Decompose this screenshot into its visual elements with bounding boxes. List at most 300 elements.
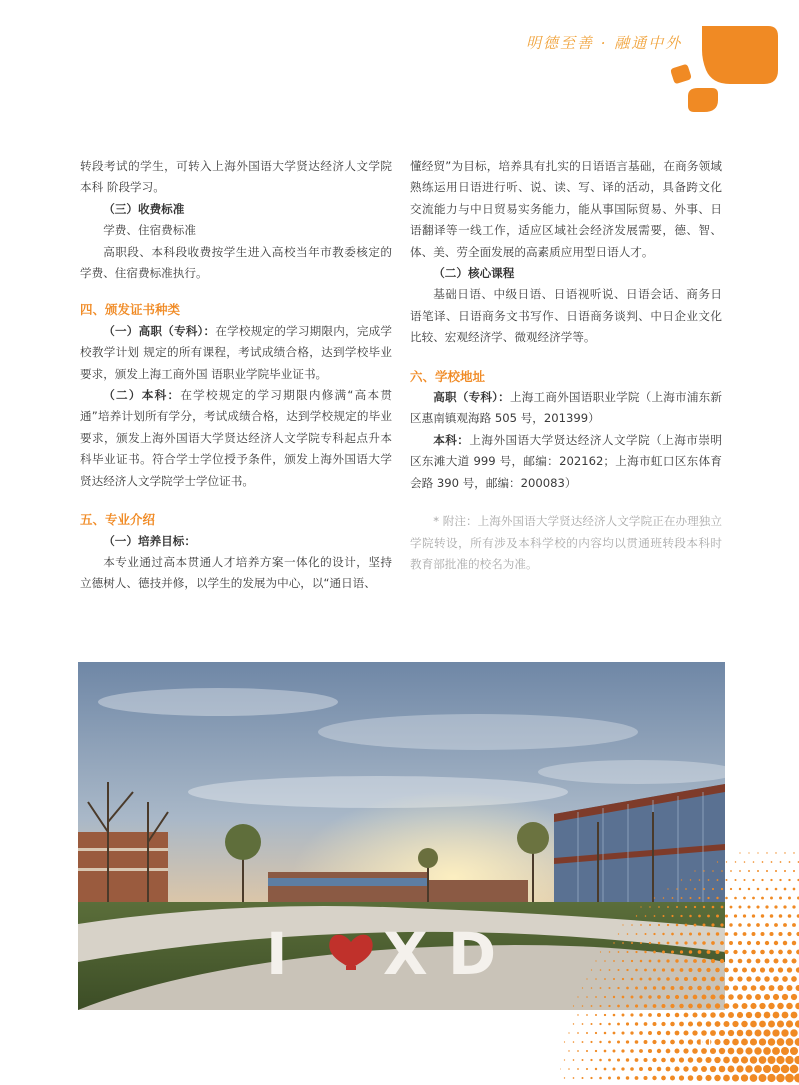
halftone-dot (737, 1048, 744, 1055)
halftone-dot (689, 968, 693, 972)
halftone-dot (609, 969, 611, 971)
halftone-dot (577, 996, 578, 997)
halftone-dot (564, 1059, 565, 1060)
halftone-dot (752, 879, 754, 881)
halftone-dot (756, 941, 760, 945)
halftone-dot (568, 1032, 569, 1033)
halftone-dot (755, 1030, 762, 1037)
halftone-dot (716, 897, 718, 899)
halftone-dot (608, 1023, 611, 1026)
halftone-dot (721, 870, 723, 872)
halftone-dot (621, 1049, 624, 1052)
halftone-dot (679, 1039, 684, 1044)
section-4-title: 四、颁发证书种类 (80, 302, 181, 318)
halftone-dot (723, 1021, 729, 1027)
halftone-dot (666, 995, 670, 999)
halftone-dot (613, 978, 615, 980)
page-number: 11 (697, 1035, 714, 1050)
halftone-dot (733, 950, 737, 954)
halftone-dot (720, 923, 723, 926)
halftone-dot (666, 977, 670, 981)
halftone-dot (685, 888, 687, 890)
halftone-dot (684, 977, 688, 981)
halftone-dot (688, 1075, 694, 1081)
sign-letter-i: I (266, 920, 288, 988)
halftone-dot (654, 915, 656, 917)
halftone-dot (652, 1076, 656, 1080)
halftone-dot (715, 1003, 720, 1008)
halftone-dot (725, 932, 729, 936)
goal-paragraph-continued: 懂经贸”为目标，培养具有扎实的日语语言基础，在商务领域熟练运用日语进行听、说、读、写、译的活动，具备跨文化交流能力与中日贸易实务能力，能从事国际贸易、外事、日语翻译等一线工作，适应区域社会经济发展需要，德、智、体、美、劳全面发展的高素质应用型日语人才。 (410, 159, 722, 259)
halftone-dot (766, 888, 769, 891)
halftone-dot (763, 1047, 771, 1055)
halftone-dot (671, 950, 674, 953)
halftone-dot (692, 1066, 698, 1072)
halftone-dot (564, 1041, 565, 1042)
halftone-dot (760, 967, 765, 972)
halftone-dot (746, 1012, 752, 1018)
halftone-dot (577, 1068, 579, 1070)
halftone-dot (747, 959, 752, 964)
halftone-dot (604, 1068, 607, 1071)
halftone-dot (720, 977, 725, 982)
halftone-dot (766, 852, 767, 853)
halftone-dot (595, 1068, 597, 1070)
halftone-dot (719, 1048, 725, 1054)
halftone-dot (626, 1040, 629, 1043)
halftone-dot (775, 852, 776, 853)
halftone-dot (653, 1022, 657, 1026)
halftone-dot (635, 987, 638, 990)
halftone-dot (724, 968, 729, 973)
halftone-dot (644, 969, 647, 972)
halftone-dot (734, 914, 737, 917)
halftone-dot (679, 1022, 684, 1027)
halftone-dot (653, 1004, 657, 1008)
halftone-dot (744, 861, 746, 863)
halftone-dot (703, 924, 706, 927)
halftone-dot (765, 959, 770, 964)
halftone-dot (702, 959, 706, 963)
halftone-dot (762, 861, 764, 863)
halftone-dot (792, 923, 796, 927)
halftone-dot (711, 941, 715, 945)
halftone-dot (591, 1005, 593, 1007)
halftone-dot (790, 1065, 799, 1074)
halftone-dot (736, 1065, 743, 1072)
halftone-dot (792, 941, 796, 945)
halftone-dot (680, 968, 684, 972)
halftone-dot (773, 976, 779, 982)
halftone-dot (786, 1020, 793, 1027)
halftone-dot (649, 906, 650, 907)
halftone-dot (748, 888, 750, 890)
halftone-dot (586, 1050, 588, 1052)
halftone-dot (739, 870, 741, 872)
halftone-dot (586, 1032, 588, 1034)
halftone-dot (685, 924, 688, 927)
halftone-dot (729, 941, 733, 945)
halftone-dot (639, 1049, 643, 1053)
halftone-dot (756, 923, 760, 927)
halftone-dot (622, 960, 624, 962)
halftone-dot (795, 1020, 799, 1027)
halftone-dot (617, 1040, 620, 1043)
halftone-dot (590, 1077, 592, 1079)
core-courses-heading: （二）核心课程 (433, 266, 515, 281)
halftone-dot (630, 1067, 634, 1071)
halftone-dot (626, 987, 629, 990)
halftone-dot (751, 985, 757, 991)
halftone-dot (765, 941, 769, 945)
halftone-dot (692, 1012, 697, 1017)
halftone-dot (644, 986, 647, 989)
halftone-dot (707, 950, 711, 954)
halftone-dot (657, 1067, 662, 1072)
halftone-dot (630, 1013, 633, 1016)
halftone-dot (654, 897, 655, 898)
halftone-dot (755, 994, 761, 1000)
section-6-title: 六、学校地址 (410, 368, 486, 384)
halftone-dot (750, 1003, 756, 1009)
halftone-dot (564, 1077, 565, 1078)
halftone-dot (627, 933, 629, 935)
halftone-dot (761, 897, 764, 900)
halftone-dot (765, 905, 768, 908)
halftone-dot (658, 906, 660, 908)
halftone-dot (728, 1048, 735, 1055)
halftone-dot (776, 1056, 784, 1064)
halftone-dot (560, 1068, 561, 1069)
halftone-dot (618, 951, 620, 953)
halftone-dot (707, 915, 710, 918)
halftone-dot (693, 941, 696, 944)
halftone-dot (640, 906, 641, 907)
address-bachelor-label: 本科： (433, 432, 470, 447)
halftone-dot (608, 1005, 610, 1007)
halftone-dot (688, 1004, 693, 1009)
halftone-dot (742, 950, 746, 954)
halftone-dot (626, 1022, 629, 1025)
halftone-dot (648, 1049, 652, 1053)
halftone-dot (652, 1058, 656, 1062)
halftone-dot (734, 897, 737, 900)
halftone-dot (759, 1003, 765, 1009)
halftone-dot (763, 1029, 770, 1036)
halftone-dot (747, 941, 751, 945)
halftone-dot (790, 1029, 797, 1036)
halftone-dot (591, 1023, 593, 1025)
address-vocational-label: 高职（专科）： (433, 390, 510, 405)
halftone-dot (699, 879, 701, 881)
brand-logo-shapes (668, 22, 780, 114)
halftone-dot (604, 1050, 607, 1053)
halftone-dot (714, 1075, 720, 1081)
halftone-dot (635, 951, 637, 953)
halftone-dot (652, 1040, 656, 1044)
halftone-dot (783, 905, 786, 908)
halftone-dot (671, 968, 675, 972)
halftone-dot (573, 1077, 575, 1079)
halftone-dot (671, 986, 675, 990)
halftone-dot (689, 950, 692, 953)
halftone-dot (672, 897, 674, 899)
halftone-dot (708, 879, 710, 881)
halftone-dot (724, 985, 729, 990)
halftone-dot (788, 897, 791, 900)
halftone-dot (737, 994, 743, 1000)
halftone-dot (617, 1076, 620, 1079)
halftone-dot (635, 1040, 639, 1044)
halftone-dot (649, 924, 651, 926)
halftone-dot (613, 1032, 616, 1035)
halftone-dot (680, 950, 683, 953)
halftone-dot (626, 1005, 629, 1008)
halftone-dot (728, 994, 734, 1000)
halftone-dot (737, 1030, 744, 1037)
halftone-dot (680, 915, 682, 917)
halftone-dot (617, 1058, 620, 1061)
halftone-dot (586, 1068, 588, 1070)
halftone-dot (772, 1065, 780, 1073)
halftone-dot (748, 870, 750, 872)
halftone-dot (732, 1039, 739, 1046)
halftone-dot (730, 906, 733, 909)
halftone-dot (746, 1030, 753, 1037)
halftone-dot (707, 932, 710, 935)
halftone-dot (653, 933, 655, 935)
halftone-dot (741, 1074, 748, 1081)
halftone-dot (781, 1065, 790, 1074)
halftone-dot (783, 941, 787, 945)
halftone-dot (577, 1032, 579, 1034)
halftone-dot (679, 1057, 684, 1062)
halftone-dot (721, 906, 724, 909)
halftone-dot (759, 1074, 767, 1082)
halftone-dot (741, 1021, 747, 1027)
halftone-dot (595, 978, 597, 980)
halftone-dot (586, 978, 587, 979)
halftone-dot (795, 1038, 799, 1046)
halftone-dot (781, 1047, 789, 1055)
halftone-dot (714, 1039, 720, 1045)
halftone-dot (613, 1014, 616, 1017)
halftone-dot (661, 1076, 666, 1081)
halftone-dot (757, 870, 759, 872)
halftone-dot (639, 1013, 642, 1016)
halftone-dot (746, 976, 751, 981)
halftone-dot (775, 888, 778, 891)
halftone-dot (755, 976, 760, 981)
halftone-dot (743, 932, 747, 936)
halftone-dot (685, 906, 687, 908)
halftone-dot (595, 960, 596, 961)
halftone-dot (582, 1077, 584, 1079)
footnote: * 附注：上海外国语大学贤达经济人文学院正在办理独立学院转设，所有涉及本科学校的内容均以贯通班转段本科时教育部批准的校名为准。 (410, 514, 722, 571)
halftone-dot (690, 879, 691, 880)
halftone-dot (719, 1012, 725, 1018)
halftone-dot (795, 1003, 799, 1010)
halftone-dot (688, 1021, 693, 1026)
halftone-dot (644, 1040, 648, 1044)
halftone-dot (719, 1066, 726, 1073)
halftone-dot (753, 861, 755, 863)
halftone-dot (714, 1057, 720, 1063)
halftone-dot (653, 968, 656, 971)
halftone-dot (794, 1056, 799, 1064)
cert-vocational-label: （一）高职（专科）： (103, 323, 216, 338)
halftone-dot (726, 879, 728, 881)
halftone-dot (742, 1003, 748, 1009)
halftone-dot (635, 1076, 639, 1080)
halftone-dot (796, 985, 799, 991)
halftone-dot (784, 852, 785, 853)
halftone-dot (768, 1021, 775, 1028)
halftone-dot (684, 941, 687, 944)
halftone-dot (784, 870, 786, 872)
halftone-dot (622, 978, 624, 980)
halftone-dot (626, 1058, 629, 1061)
halftone-dot (676, 942, 679, 945)
halftone-dot (717, 861, 718, 862)
halftone-dot (657, 1049, 661, 1053)
sign-letter-d: D (448, 920, 497, 988)
halftone-dot (697, 968, 701, 972)
halftone-dot (738, 941, 742, 945)
halftone-dot (636, 933, 638, 935)
halftone-dot (782, 1012, 789, 1019)
halftone-dot (679, 986, 683, 990)
halftone-dot (729, 977, 734, 982)
halftone-dot (599, 1059, 602, 1062)
halftone-dot (776, 1074, 785, 1083)
halftone-dot (780, 861, 782, 863)
halftone-dot (761, 914, 764, 917)
halftone-dot (752, 932, 756, 936)
halftone-dot (694, 870, 695, 871)
halftone-dot (777, 1020, 784, 1027)
halftone-dot (582, 1041, 584, 1043)
halftone-dot (590, 1041, 592, 1043)
halftone-dot (658, 924, 660, 926)
halftone-dot (635, 969, 638, 972)
halftone-dot (671, 915, 673, 917)
halftone-dot (608, 1077, 611, 1080)
halftone-dot (622, 996, 625, 999)
halftone-dot (711, 977, 716, 982)
halftone-dot (703, 888, 705, 890)
halftone-dot (622, 1014, 625, 1017)
halftone-dot (739, 852, 740, 853)
halftone-dot (684, 1013, 689, 1018)
halftone-dot (768, 1003, 774, 1009)
halftone-dot (604, 978, 606, 980)
halftone-dot (786, 1003, 793, 1010)
halftone-dot (690, 897, 692, 899)
halftone-dot (774, 941, 778, 945)
halftone-dot (608, 1059, 611, 1062)
halftone-dot (715, 1021, 721, 1027)
halftone-dot (631, 924, 633, 926)
halftone-dot (617, 1023, 620, 1026)
halftone-dot (613, 942, 614, 943)
left-column (80, 156, 392, 595)
halftone-dot (599, 1023, 601, 1025)
halftone-dot (697, 1057, 703, 1063)
halftone-dot (791, 1012, 798, 1019)
halftone-dot (779, 879, 781, 881)
halftone-dot (769, 932, 773, 936)
halftone-dot (604, 960, 606, 962)
halftone-dot (751, 950, 756, 955)
halftone-dot (764, 994, 770, 1000)
halftone-dot (766, 870, 768, 872)
halftone-dot (723, 1039, 729, 1045)
halftone-dot (739, 906, 742, 909)
halftone-dot (716, 950, 720, 954)
halftone-dot (738, 923, 742, 927)
halftone-dot (723, 1057, 730, 1064)
halftone-dot (769, 985, 775, 991)
section-5-title: 五、专业介绍 (80, 512, 156, 528)
halftone-dot (667, 924, 669, 926)
halftone-dot (630, 1031, 633, 1034)
halftone-dot (791, 994, 797, 1000)
halftone-dot (724, 1003, 730, 1009)
halftone-dot (782, 976, 788, 982)
halftone-dot (772, 1029, 779, 1036)
halftone-dot (787, 985, 793, 991)
halftone-dot (640, 978, 643, 981)
fee-line-2: 高职段、本科段收费按学生进入高校当年市教委核定的学费、住宿费标准执行。 (80, 244, 392, 281)
halftone-dot (694, 924, 697, 927)
halftone-dot (786, 1038, 794, 1046)
halftone-dot (760, 950, 765, 955)
halftone-dot (711, 959, 715, 963)
halftone-dot (756, 905, 759, 908)
halftone-dot (666, 1013, 670, 1017)
halftone-dot (666, 1067, 671, 1072)
fee-heading: （三）收费标准 (103, 201, 185, 216)
cert-vocational-text: 在学校规定的学习期限内，完成学校教学计划 规定的所有课程，考试成绩合格，达到学校毕业要求，颁发上海工商外国 语职业学院毕业证书。 (80, 323, 392, 381)
halftone-dot (648, 1031, 652, 1035)
halftone-dot (764, 1012, 771, 1019)
halftone-dot (712, 906, 715, 909)
cert-vocational-paragraph (80, 321, 392, 385)
halftone-dot (767, 1074, 775, 1082)
halftone-dot (777, 1003, 784, 1010)
address-vocational-text: 上海工商外国语职业学院（上海市浦东新区惠南镇观海路 505 号，201399） (410, 390, 722, 426)
halftone-dot (617, 987, 619, 989)
halftone-dot (752, 897, 755, 900)
halftone-dot (793, 870, 795, 872)
sign-letter-x: X (383, 920, 428, 988)
halftone-dot (661, 1058, 666, 1063)
halftone-dot (717, 879, 719, 881)
halftone-dot (746, 994, 752, 1000)
halftone-dot (648, 1067, 652, 1071)
halftone-dot (675, 1049, 680, 1054)
halftone-dot (784, 888, 787, 891)
halftone-dot (791, 958, 796, 963)
halftone-dot (777, 1038, 785, 1046)
halftone-dot (703, 906, 705, 908)
halftone-dot (657, 977, 660, 980)
halftone-dot (600, 969, 602, 971)
halftone-dot (757, 888, 760, 891)
halftone-dot (693, 959, 697, 963)
halftone-dot (742, 985, 748, 991)
